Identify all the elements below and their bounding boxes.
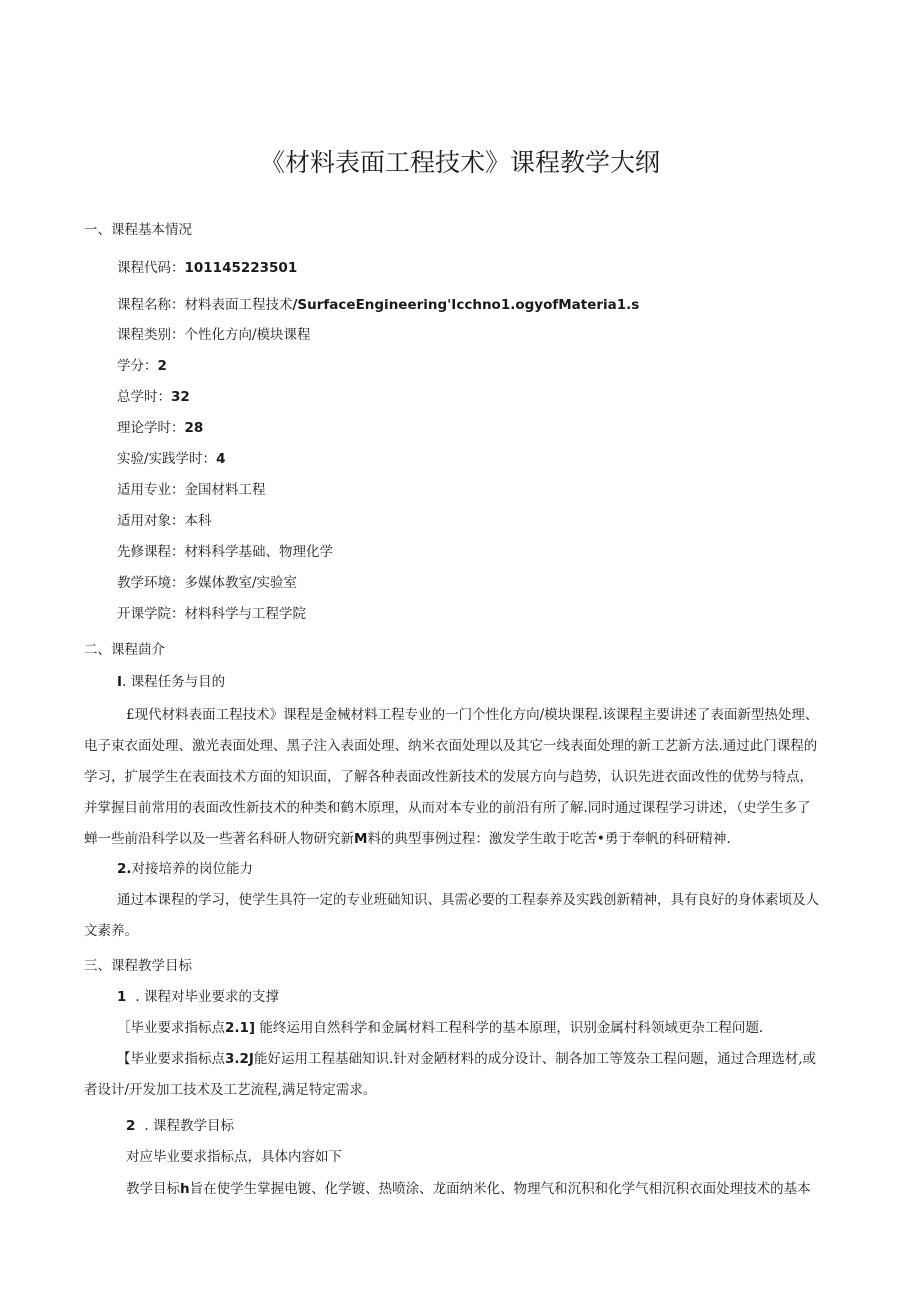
section2-heading: 二、课程茴介 — [84, 642, 165, 658]
section3-sub1-number: 1 — [117, 989, 127, 1005]
course-code-value: 101145223501 — [184, 260, 298, 276]
section3-sub1-heading — [117, 988, 279, 1006]
section3-heading: 三、课程教学目标 — [84, 958, 192, 974]
prerequisites-row: 先修课程：材料科学基础、物理化学 — [117, 544, 333, 560]
para1-line2: 电子束衣面处理、激光表面处理、黑子注入表面处理、纳米衣面处理以及其它一线表面处理的新工艺新方法.通过此门课程的 — [84, 738, 818, 754]
credits-value: 2 — [157, 358, 167, 374]
para1-line5-part3: 料的典型事例过程：激发学生敢于吃苦•勇于奉帆的科研精神. — [367, 831, 731, 847]
para1-line4: 并掌握目前常用的表面改性新技术的种类和鹤木原理，从而对本专业的前沿有所了解.同时通过课程学习讲述，（史学生多了 — [84, 800, 811, 816]
para1-line3: 学习，扩展学生在表面技术方面的知识面，了解各种表面改性新技术的发展方向与趋势，认识先进衣面改性的优势与特点， — [84, 769, 813, 785]
section2-sub2-text: 对接培养的岗位能力 — [131, 861, 254, 877]
credits-label: 学分： — [117, 358, 158, 374]
section3-sub2-heading — [126, 1117, 234, 1135]
para1-line5 — [84, 830, 731, 848]
req1-text: 能终运用自然科学和金属材料工程科学的基本原理，识别金属村科领域更杂工程问题. — [255, 1020, 764, 1036]
course-name-label: 课程名称：材料表面工程技术 — [117, 297, 293, 313]
document-title: 《材料表面工程技术》课程教学大纲 — [259, 148, 660, 177]
section3-sub2-text: . 课程教学目标 — [144, 1118, 234, 1134]
environment-row: 教学环境：多媒体教室/实验室 — [117, 575, 298, 591]
course-name-row — [117, 296, 639, 314]
req1-prefix: ［毕业要求指标点 — [117, 1020, 225, 1036]
goal-prefix: 教学目标 — [126, 1181, 180, 1197]
course-name-value: /SurfaceEngineering'Icchno1.ogyofMateria1.s — [292, 297, 640, 313]
requirement-3-2 — [117, 1050, 816, 1068]
theory-hours-row — [117, 419, 203, 437]
practice-hours-label: 实验/实践学时： — [117, 451, 217, 467]
para1-line5-part1: 蝉一些前沿科学以及一些著名科研人物研究新 — [84, 831, 354, 847]
goals-intro: 对应毕业要求指标点，具体内容如下 — [126, 1149, 342, 1165]
section2-sub1-text: . 课程任务与目的 — [122, 674, 226, 690]
goal-statement — [126, 1180, 811, 1198]
total-hours-value: 32 — [171, 389, 190, 405]
theory-hours-label: 理论学时： — [117, 420, 185, 436]
para1-line1: £现代材料表面工程技术》课程是金械材料工程专业的一门个性化方向/模块课程.该课程主要讲述了表面新型热处理、 — [126, 707, 819, 723]
course-type-row: 课程类别：个性化方向/模块课程 — [117, 327, 311, 343]
course-code-label: 课程代码： — [117, 260, 185, 276]
goal-index: h — [180, 1181, 190, 1197]
total-hours-row — [117, 388, 190, 406]
practice-hours-value: 4 — [216, 451, 226, 467]
major-row: 适用专业：金国材料工程 — [117, 482, 266, 498]
goal-text: 旨在使学生掌握电镀、化学镀、热喷涂、龙面纳米化、物理气和沉积和化学气相沉积衣面处理技术的基本 — [189, 1181, 811, 1197]
req2-text: 能好运用工程基础知识.针对金陋材料的成分设计、制各加工等笈杂工程问题，通过合理选材,或 — [253, 1051, 817, 1067]
section1-heading: 一、课程基本情况 — [84, 222, 192, 238]
total-hours-label: 总学时： — [117, 389, 171, 405]
audience-row: 适用对象：本科 — [117, 513, 212, 529]
credits-row — [117, 357, 167, 375]
section2-sub1-number: I — [117, 674, 123, 690]
section3-sub2-number: 2 — [126, 1118, 136, 1134]
para1-line5-part2: M — [354, 831, 368, 847]
section3-sub1-text: . 课程对毕业要求的支撑 — [135, 989, 279, 1005]
section2-sub2-number: 2. — [117, 861, 132, 877]
para2-line1: 通过本课程的学习，使学生具符一定的专业班础知识、具需必要的工程泰养及实践创新精神，具有良好的身体素顷及人 — [117, 892, 819, 908]
requirement-3-2-line2: 者设计/开发加工技术及工艺流程,满足特定需求。 — [84, 1082, 377, 1098]
section2-sub1-heading — [117, 673, 225, 691]
course-code-row — [117, 259, 297, 277]
para2-line2: 文素养。 — [84, 923, 138, 939]
req1-index: 2.1] — [225, 1020, 256, 1036]
theory-hours-value: 28 — [184, 420, 204, 436]
college-row: 开课学院：材料科学与工程学院 — [117, 606, 306, 622]
req2-index: 3.2J — [225, 1051, 254, 1067]
req2-prefix: 【毕业要求指标点 — [117, 1051, 225, 1067]
section2-sub2-heading — [117, 860, 253, 878]
practice-hours-row — [117, 450, 225, 468]
requirement-2-1 — [117, 1019, 763, 1037]
